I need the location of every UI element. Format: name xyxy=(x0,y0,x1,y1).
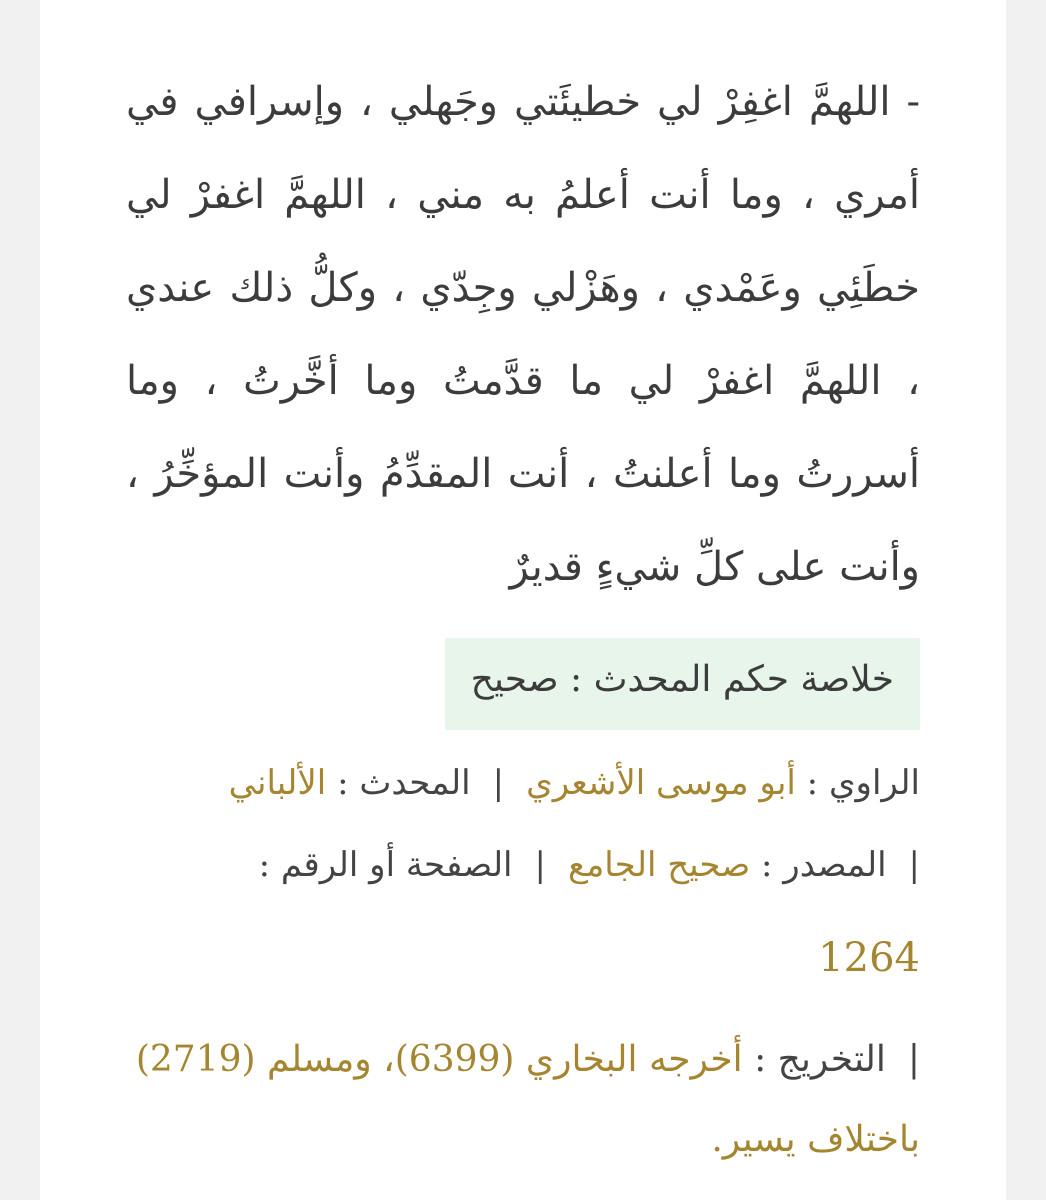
separator: | xyxy=(907,1039,920,1080)
hadith-card xyxy=(40,0,1006,1200)
source-value[interactable]: صحيح الجامع xyxy=(567,845,751,885)
separator: | xyxy=(534,845,546,885)
muhaddith-value[interactable]: الألباني xyxy=(228,763,327,803)
page-number: 1264 xyxy=(818,935,920,981)
separator: | xyxy=(908,845,920,885)
hadith-content xyxy=(126,56,920,1180)
takhrij-value: أخرجه البخاري (6399)، ومسلم (2719) باختلاف يسير. xyxy=(135,1039,920,1160)
narrator-label: الراوي : xyxy=(795,763,920,803)
ruling-box: خلاصة حكم المحدث : صحيح xyxy=(445,638,920,730)
takhrij-label: التخريج : xyxy=(742,1039,886,1080)
narrator-value[interactable]: أبو موسى الأشعري xyxy=(526,763,796,803)
narrator-muhaddith-line xyxy=(126,754,920,812)
source-page-line xyxy=(126,836,920,894)
muhaddith-label: المحدث : xyxy=(326,763,471,803)
takhrij-line xyxy=(126,1020,920,1180)
hadith-text: - اللهمَّ اغفِرْ لي خطيئَتي وجَهلي ، وإسرافي في أمري ، وما أنت أعلمُ به مني ، اللهمَّ اغفرْ لي خطَئِي وعَمْدي ، وهَزْلي وجِدّي ، وكلُّ ذلك عندي ، اللهمَّ اغفرْ لي ما قدَّمتُ وما أخَّرتُ ، وما أسررتُ وما أعلنتُ ، أنت المقدِّمُ وأنت المؤخِّرُ ، وأنت على كلِّ شيءٍ قديرٌ xyxy=(126,79,920,590)
separator: | xyxy=(492,763,505,803)
source-label: المصدر : xyxy=(750,845,887,885)
page-label: الصفحة أو الرقم : xyxy=(258,845,513,885)
